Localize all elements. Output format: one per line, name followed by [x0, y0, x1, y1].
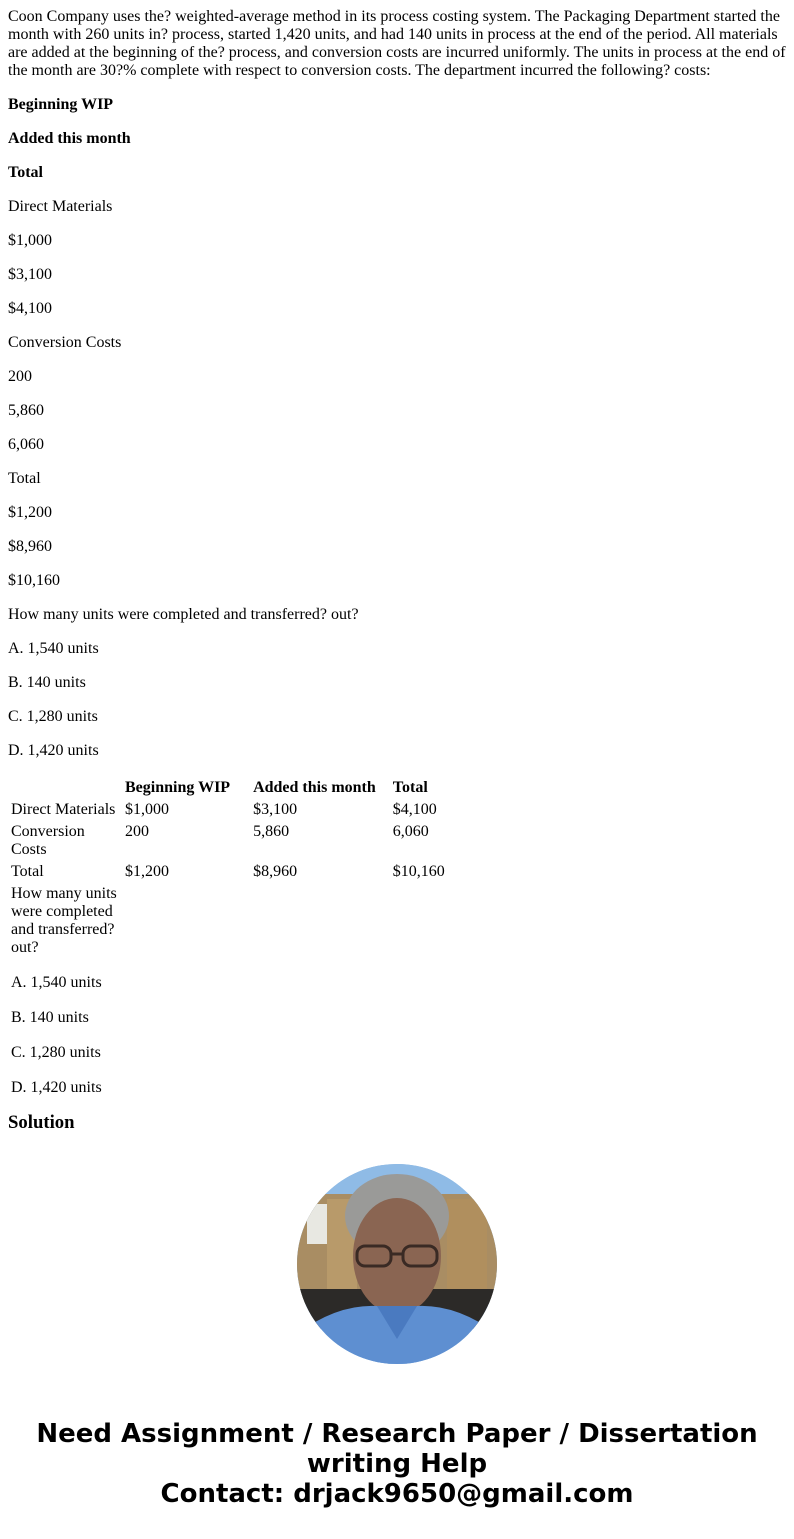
- flat-option-c: C. 1,280 units: [8, 708, 98, 725]
- tutor-portrait-icon: [297, 1164, 497, 1364]
- promo-line-2: writing Help: [306, 1449, 488, 1479]
- flat-line: 200: [8, 368, 32, 385]
- table-option-a: A. 1,540 units: [11, 974, 102, 991]
- table-header-added-this-month: Added this month: [253, 779, 376, 796]
- table-option-d: D. 1,420 units: [11, 1079, 102, 1096]
- promo-line-1: Need Assignment / Research Paper / Dissertation: [36, 1419, 758, 1449]
- table-option-b: B. 140 units: [11, 1009, 89, 1026]
- promo-banner: [8, 1419, 786, 1539]
- cell: $1,200: [125, 863, 169, 880]
- row-label: Conversion Costs: [11, 823, 85, 858]
- table-option-c: C. 1,280 units: [11, 1044, 101, 1061]
- table-row: [10, 800, 446, 820]
- flat-line: $1,200: [8, 504, 52, 521]
- cell: 5,860: [253, 823, 290, 840]
- question-intro: Coon Company uses the? weighted-average method in its process costing system. The Packaging Department started the month with 260 units in? process, started 1,420 units, and had 140 units in process at the end of the period. All materials are added at the beginning of the? process, and conversion costs are incurred uniformly. The units in process at the end of the month are 30?% complete with respect to conversion costs. The department incurred the following? costs:: [8, 8, 786, 79]
- flat-line: 6,060: [8, 436, 44, 453]
- flat-line: Direct Materials: [8, 198, 113, 215]
- table-header-total: Total: [392, 779, 428, 796]
- cell: $8,960: [253, 863, 298, 880]
- flat-option-a: A. 1,540 units: [8, 640, 99, 657]
- row-label: Direct Materials: [11, 801, 116, 818]
- table-header-beginning-wip: Beginning WIP: [125, 779, 231, 796]
- flat-line: Conversion Costs: [8, 334, 122, 351]
- table-question: How many units were completed and transferred? out?: [11, 885, 117, 956]
- table-question-row: [10, 884, 446, 958]
- table-option-row: [10, 1030, 446, 1063]
- cell: 6,060: [392, 823, 429, 840]
- flat-line: $10,160: [8, 572, 60, 589]
- table-option-row: [10, 1065, 446, 1098]
- table-header-row: [10, 778, 446, 798]
- flat-header-added-this-month: Added this month: [8, 130, 131, 147]
- avatar-container: [8, 1164, 786, 1369]
- flat-option-b: B. 140 units: [8, 674, 86, 691]
- table-row: [10, 862, 446, 882]
- solution-heading: Solution: [8, 1112, 75, 1133]
- flat-option-d: D. 1,420 units: [8, 742, 99, 759]
- flat-header-total: Total: [8, 164, 43, 181]
- cell: $3,100: [253, 801, 298, 818]
- flat-question: How many units were completed and transferred? out?: [8, 606, 359, 623]
- cell: $1,000: [125, 801, 169, 818]
- table-option-row: [10, 960, 446, 993]
- table-row: [10, 822, 446, 860]
- cost-table: [8, 776, 448, 1100]
- cell: $4,100: [392, 801, 437, 818]
- flat-line: 5,860: [8, 402, 44, 419]
- flat-line: Total: [8, 470, 41, 487]
- table-option-row: [10, 995, 446, 1028]
- tutor-avatar: [297, 1164, 497, 1364]
- promo-contact: Contact: drjack9650@gmail.com: [160, 1479, 634, 1509]
- table-header-empty: [10, 778, 122, 798]
- cell: $10,160: [392, 863, 445, 880]
- flat-line: $8,960: [8, 538, 52, 555]
- flat-header-beginning-wip: Beginning WIP: [8, 96, 114, 113]
- flat-line: $1,000: [8, 232, 52, 249]
- flat-line: $3,100: [8, 266, 52, 283]
- cell: 200: [125, 823, 149, 840]
- flat-line: $4,100: [8, 300, 52, 317]
- row-label: Total: [11, 863, 44, 880]
